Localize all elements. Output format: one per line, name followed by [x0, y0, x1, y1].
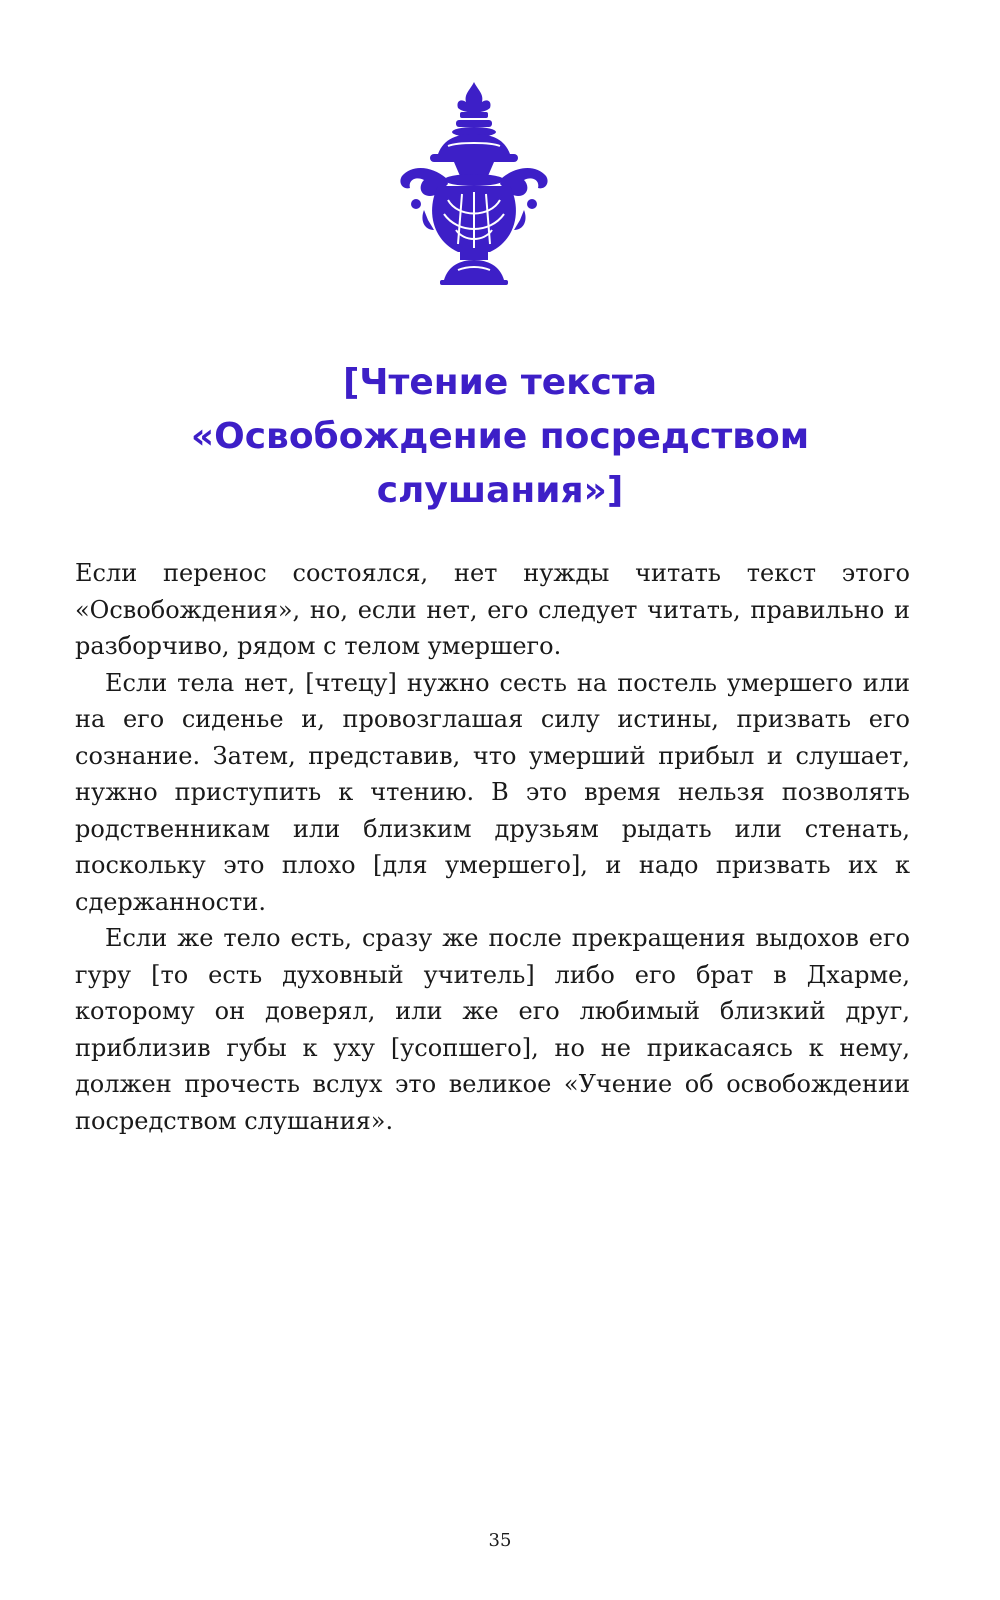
body-text — [75, 555, 910, 1139]
section-heading-line: слушания»] — [376, 470, 624, 511]
paragraph: Если же тело есть, сразу же после прекращения выдохов его гуру [то есть духовный учитель] либо его брат в Дхарме, которому он доверял, или же его любимый близкий друг, приблизив губы к уху [усопшего], но не прикасаясь к нему, должен прочесть вслух это великое «Учение об освобождении посредством слушания». — [75, 924, 910, 1135]
section-heading — [100, 356, 900, 518]
section-heading-line: [Чтение текста — [342, 362, 658, 403]
paragraph: Если тела нет, [чтецу] нужно сесть на постель умершего или на его сиденье и, провозглашая силу истины, призвать его сознание. Затем, представив, что умерший прибыл и слушает, нужно приступить к чтению. В это время нельзя позволять родственникам или близким друзьям рыдать или стенать, поскольку это плохо [для умершего], и надо призвать их к сдержанности. — [75, 668, 910, 916]
treasure-vase-icon — [398, 80, 550, 286]
section-heading-line: «Освобождение посредством — [190, 416, 810, 457]
paragraph: Если перенос состоялся, нет нужды читать текст этого «Освобождения», но, если нет, его следует читать, правильно и разборчиво, рядом с телом умершего. — [75, 559, 910, 660]
page-number: 35 — [488, 1530, 512, 1551]
